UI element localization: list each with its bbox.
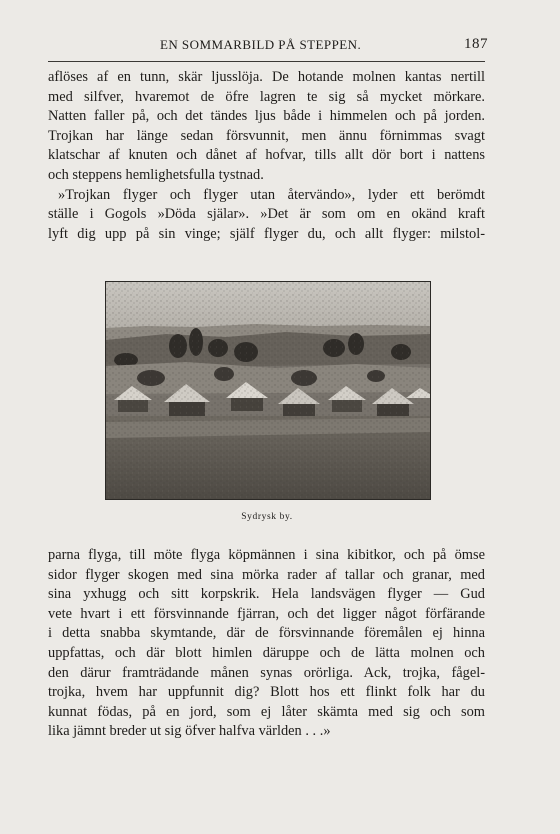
text-line: vete hvart i ett försvinnande fjärran, och det ligger något förfärande <box>48 605 485 622</box>
text-line: den därur framträdande månen synas orörliga. Ack, trojka, fågel- <box>48 664 485 681</box>
text-line: trojka, hvem har uppfunnit dig? Blott hos ett flinkt folk har du <box>48 684 485 701</box>
page-header <box>48 35 488 55</box>
text-line: lyft dig upp på sin vinge; själf flyger du, och allt flyger: milstol- <box>48 225 485 242</box>
text-line: lika jämnt breder ut sig öfver halfva världen . . .» <box>48 723 331 740</box>
text-line: kunnat födas, på en jord, som ej låter skämta med sig och som <box>48 703 485 720</box>
page-number: 187 <box>464 36 488 52</box>
text-line: sina yxhugg och sitt korpskrik. Hela landsvägen flyger — Gud <box>48 586 485 603</box>
text-line: ställe i Gogols »Döda själar». »Det är som om en okänd kraft <box>48 206 485 223</box>
text-line: i detta snabba skymtande, där de försvinnande föremålen ej hinna <box>48 625 485 642</box>
body-text-lower <box>48 546 485 742</box>
body-text-upper <box>48 68 485 244</box>
text-line: aflöses af en tunn, skär ljusslöja. De hotande molnen kantas nertill <box>48 69 485 85</box>
village-photograph <box>105 281 431 500</box>
text-line: Natten faller på, och det tändes ljus både i himmelen och på jorden. <box>48 108 485 125</box>
header-rule <box>48 61 485 62</box>
text-line: sidor flyger skogen med sina mörka rader af tallar och granar, med <box>48 566 485 583</box>
text-line: uppfattas, och där blott himlen däruppe och de lätta molnen och <box>48 644 485 661</box>
text-line: klatschar af knuten och dånet af hofvar, tills allt dör bort i nattens <box>48 147 485 164</box>
text-line: med silfver, hvaremot de öfre lagren te sig så mycket mörkare. <box>48 88 485 105</box>
text-line: parna flyga, till möte flyga köpmännen i sina kibitkor, och på ömse <box>48 547 485 563</box>
text-line: och steppens hemlighetsfulla tystnad. <box>48 166 264 183</box>
figure-caption: Sydrysk by. <box>241 512 293 522</box>
village-photograph-art <box>106 282 430 499</box>
running-title: EN SOMMARBILD PÅ STEPPEN. <box>160 37 362 52</box>
text-line: »Trojkan flyger och flyger utan återvändo», lyder ett berömdt <box>58 186 485 203</box>
text-line: Trojkan har länge sedan försvunnit, men ännu förnimmas svagt <box>48 127 485 144</box>
